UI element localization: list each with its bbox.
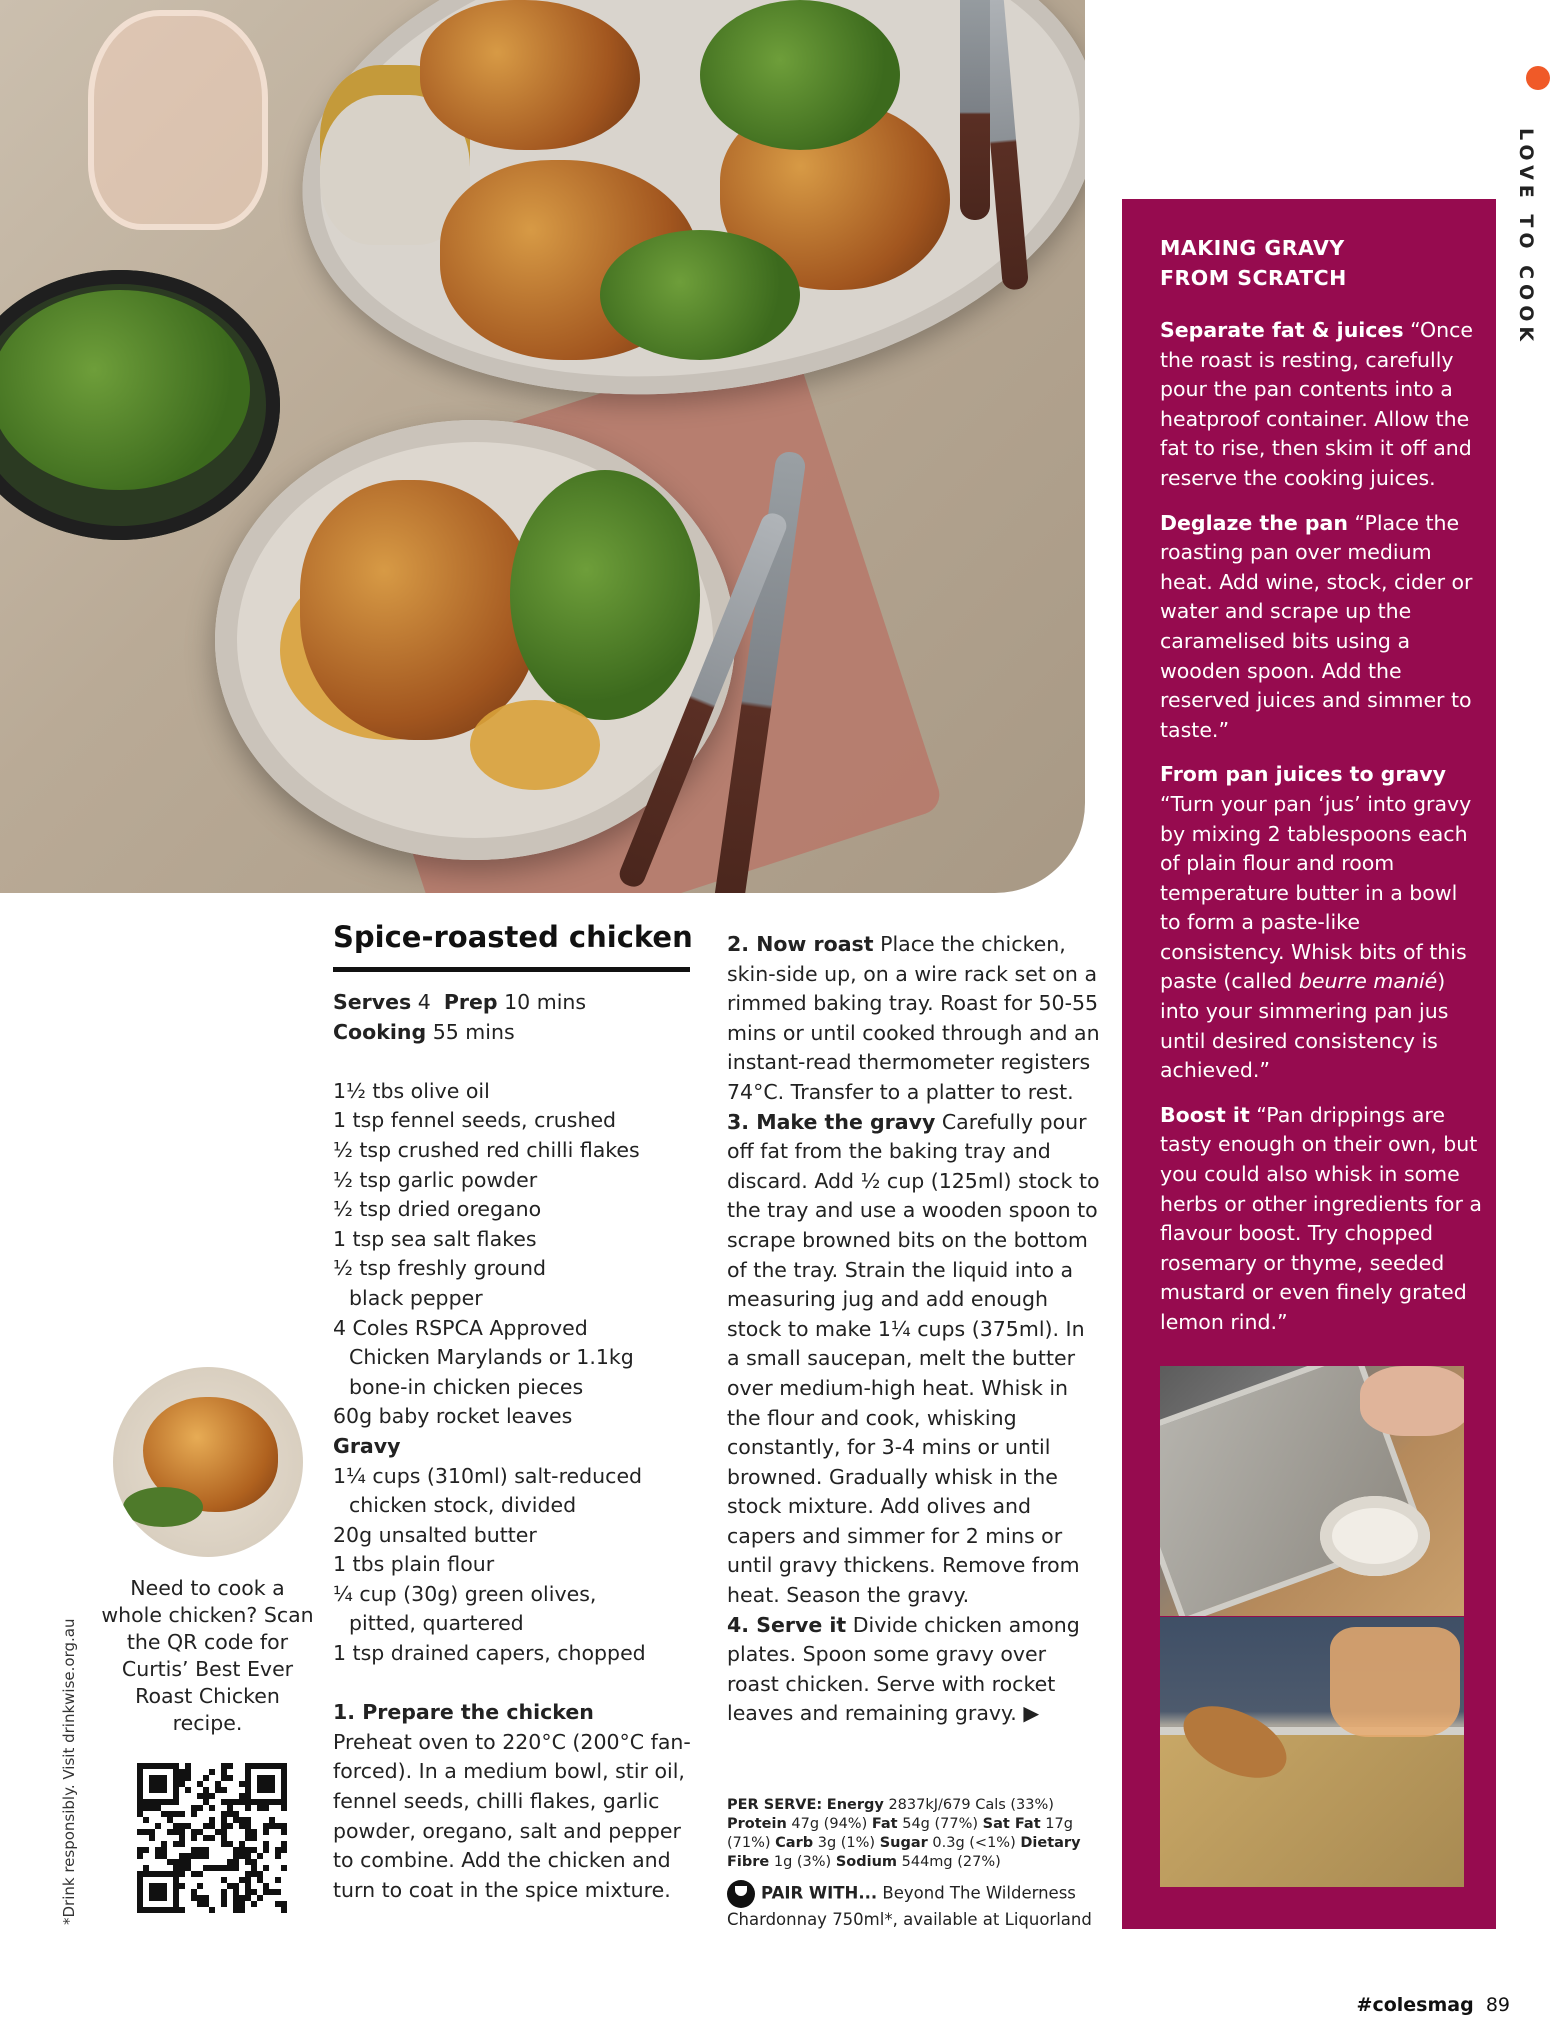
herb-garnish: [123, 1487, 203, 1527]
page-number: 89: [1485, 1994, 1510, 2016]
ingredient-item: black pepper: [349, 1285, 483, 1310]
protein-label: Protein: [727, 1816, 787, 1832]
carb-value: 3g (1%): [817, 1835, 876, 1851]
heading-line-2: FROM SCRATCH: [1160, 266, 1347, 290]
tip-italic-term: beurre manié: [1298, 969, 1438, 994]
fat-value: 54g (77%): [902, 1816, 979, 1832]
gravy-ingredient-item: chicken stock, divided: [349, 1493, 577, 1518]
skimming-fat-photo: [1160, 1366, 1464, 1616]
recipe-title: Spice-roasted chicken: [333, 920, 693, 954]
hero-food-photo: [0, 0, 1085, 893]
tip-text: “Pan drippings are tasty enough on their own, but you could also whisk in some herbs or other ingredients for a flavour boost. Try chopped rosemary or thyme, seeded mustard or even finely grated lemon rind.”: [1160, 1102, 1482, 1334]
ingredient-item: ½ tsp crushed red chilli flakes: [333, 1137, 640, 1162]
tip-pan-juices: [1160, 760, 1482, 1086]
knife: [960, 0, 990, 220]
sugar-value: 0.3g (<1%): [932, 1835, 1016, 1851]
ingredient-item: ½ tsp garlic powder: [333, 1167, 538, 1192]
tip-title: From pan juices to gravy: [1160, 762, 1447, 787]
ingredient-item: 60g baby rocket leaves: [333, 1404, 573, 1429]
step-1-text: Preheat oven to 220°C (200°C fan-forced). In a medium bowl, stir oil, fennel seeds, chilli flakes, garlic powder, oregano, salt and pepper to combine. Add the chicken and turn to coat in the spice mixture.: [333, 1729, 691, 1902]
step-2: [727, 930, 1102, 1108]
salad-greens: [0, 290, 250, 490]
hand: [1360, 1366, 1464, 1436]
sodium-label: Sodium: [835, 1854, 898, 1870]
section-accent-dot: [1526, 66, 1550, 90]
energy-label: Energy: [826, 1797, 884, 1813]
roast-chicken-thumbnail: [113, 1367, 303, 1557]
ingredient-item: 1 tsp sea salt flakes: [333, 1226, 537, 1251]
continue-arrow-icon: ▶: [1023, 1701, 1040, 1726]
fibre-label: Dietary Fibre: [727, 1835, 1081, 1870]
tip-title: Separate fat & juices: [1160, 318, 1404, 342]
step-2-text: Place the chicken, skin-side up, on a wire rack set on a rimmed baking tray. Roast for 50-55 mins or until cooked through and an instant-read thermometer registers 74°C. Transfer to a platter to rest.: [727, 932, 1100, 1104]
gravy-sidebar-heading: [1160, 233, 1480, 293]
qr-code[interactable]: [137, 1763, 287, 1913]
ingredient-item: Chicken Marylands or 1.1kg: [349, 1345, 634, 1370]
ingredient-item: 1½ tbs olive oil: [333, 1078, 490, 1103]
page-footer: [1357, 1994, 1510, 2016]
title-divider: [333, 967, 690, 972]
satfat-value: 17g (71%): [727, 1816, 1073, 1851]
satfat-label: Sat Fat: [982, 1816, 1041, 1832]
serves-prep-line: [333, 988, 693, 1018]
sugar-label: Sugar: [879, 1835, 928, 1851]
step-3: [727, 1108, 1102, 1611]
ingredient-item: ½ tsp dried oregano: [333, 1197, 542, 1222]
section-label: LOVE TO COOK: [1515, 128, 1537, 347]
tip-title: Deglaze the pan: [1160, 510, 1348, 535]
step-3-text: Carefully pour off fat from the baking tray and discard. Add ½ cup (125ml) stock to the tray and use a wooden spoon to scrape browned bits on the bottom of the tray. Strain the liquid into a measuring jug and add enough stock to make 1¼ cups (375ml). In a small saucepan, melt the butter over medium-high heat. Whisk in the flour and cook, whisking constantly, for 3-4 mins or until browned. Gradually whisk in the stock mixture. Add olives and capers and simmer for 2 mins or until gravy thickens. Remove from heat. Season the gravy.: [727, 1109, 1100, 1608]
gravy-tips: [1160, 316, 1482, 1353]
gravy-ingredients-heading: Gravy: [333, 1433, 401, 1458]
nutrition-info: [727, 1796, 1102, 1872]
gravy-ingredient-item: pitted, quartered: [349, 1611, 524, 1636]
serves-label: Serves: [333, 990, 412, 1014]
energy-value: 2837kJ/679 Cals (33%): [888, 1797, 1054, 1813]
step-2-title: 2. Now roast: [727, 932, 874, 956]
drinking-glass: [88, 10, 268, 230]
ingredient-item: 1 tsp fennel seeds, crushed: [333, 1108, 617, 1133]
rocket-greens: [700, 0, 900, 150]
step-4: [727, 1611, 1102, 1729]
rocket-greens: [600, 230, 800, 360]
carb-label: Carb: [775, 1835, 814, 1851]
rocket-greens: [510, 470, 700, 720]
ingredients-column: [333, 988, 693, 1905]
fibre-value: 1g (3%): [773, 1854, 832, 1870]
pair-text: Beyond The Wilderness Chardonnay 750ml*, available at Liquorland: [727, 1883, 1092, 1929]
drinkwise-disclaimer: *Drink responsibly. Visit drinkwise.org.au: [60, 1618, 78, 1925]
ingredient-item: ½ tsp freshly ground: [333, 1256, 546, 1281]
gravy-ingredient-item: ¼ cup (30g) green olives,: [333, 1581, 597, 1606]
step-4-title: 4. Serve it: [727, 1612, 847, 1637]
tip-title: Boost it: [1160, 1102, 1250, 1127]
fat-label: Fat: [871, 1816, 898, 1832]
ingredient-item: 4 Coles RSPCA Approved: [333, 1315, 588, 1340]
measuring-jug: [1330, 1627, 1460, 1737]
tip-text: “Once the roast is resting, carefully pour the pan contents into a heatproof container. Allow the fat to rise, then skim it off and reserve the cooking juices.: [1160, 318, 1474, 490]
serves-value: 4: [417, 990, 431, 1014]
step-4-text: Divide chicken among plates. Spoon some gravy over roast chicken. Serve with rocket leaves and remaining gravy.: [727, 1612, 1080, 1726]
cooking-label: Cooking: [333, 1019, 427, 1044]
tip-text: ) into your simmering pan jus until desired consistency is achieved.”: [1160, 969, 1449, 1083]
method-column: [727, 930, 1102, 1729]
step-1-title: 1. Prepare the chicken: [333, 1700, 594, 1725]
small-dish: [1320, 1496, 1430, 1576]
heading-line-1: MAKING GRAVY: [1160, 236, 1345, 260]
step-3-title: 3. Make the gravy: [727, 1109, 936, 1134]
cooking-value: 55 mins: [432, 1019, 515, 1044]
tip-text: “Place the roasting pan over medium heat. Add wine, stock, cider or water and scrape up the caramelised bits using a wooden spoon. Add the reserved juices and simmer to taste.”: [1160, 510, 1473, 742]
gravy-ingredient-item: 1¼ cups (310ml) salt-reduced: [333, 1463, 643, 1488]
pouring-juices-photo: [1160, 1617, 1464, 1887]
wine-glass-icon: [727, 1880, 755, 1908]
sodium-value: 544mg (27%): [901, 1854, 1001, 1870]
gravy-ingredient-item: 1 tsp drained capers, chopped: [333, 1641, 646, 1666]
cooking-line: [333, 1018, 693, 1048]
gravy-ingredient-item: 1 tbs plain flour: [333, 1552, 495, 1577]
gravy-sauce: [470, 700, 600, 790]
ingredient-item: bone-in chicken pieces: [349, 1374, 584, 1399]
per-serve-label: PER SERVE:: [727, 1797, 823, 1813]
prep-value: 10 mins: [504, 990, 587, 1014]
tip-separate: [1160, 316, 1482, 494]
qr-promo-text: Need to cook a whole chicken? Scan the QR code for Curtis’ Best Ever Roast Chicken recipe.: [101, 1576, 314, 1735]
prep-label: Prep: [443, 990, 498, 1014]
wine-pairing: [727, 1880, 1102, 1931]
tip-deglaze: [1160, 509, 1482, 746]
pair-label: PAIR WITH...: [761, 1883, 878, 1903]
gravy-ingredient-item: 20g unsalted butter: [333, 1522, 537, 1547]
tip-text: “Turn your pan ‘jus’ into gravy by mixing 2 tablespoons each of plain flour and room temperature butter in a bowl to form a paste-like consistency. Whisk bits of this paste (called: [1160, 791, 1472, 994]
tip-boost: [1160, 1101, 1482, 1338]
magazine-hashtag: #colesmag: [1356, 1994, 1474, 2016]
protein-value: 47g (94%): [791, 1816, 868, 1832]
